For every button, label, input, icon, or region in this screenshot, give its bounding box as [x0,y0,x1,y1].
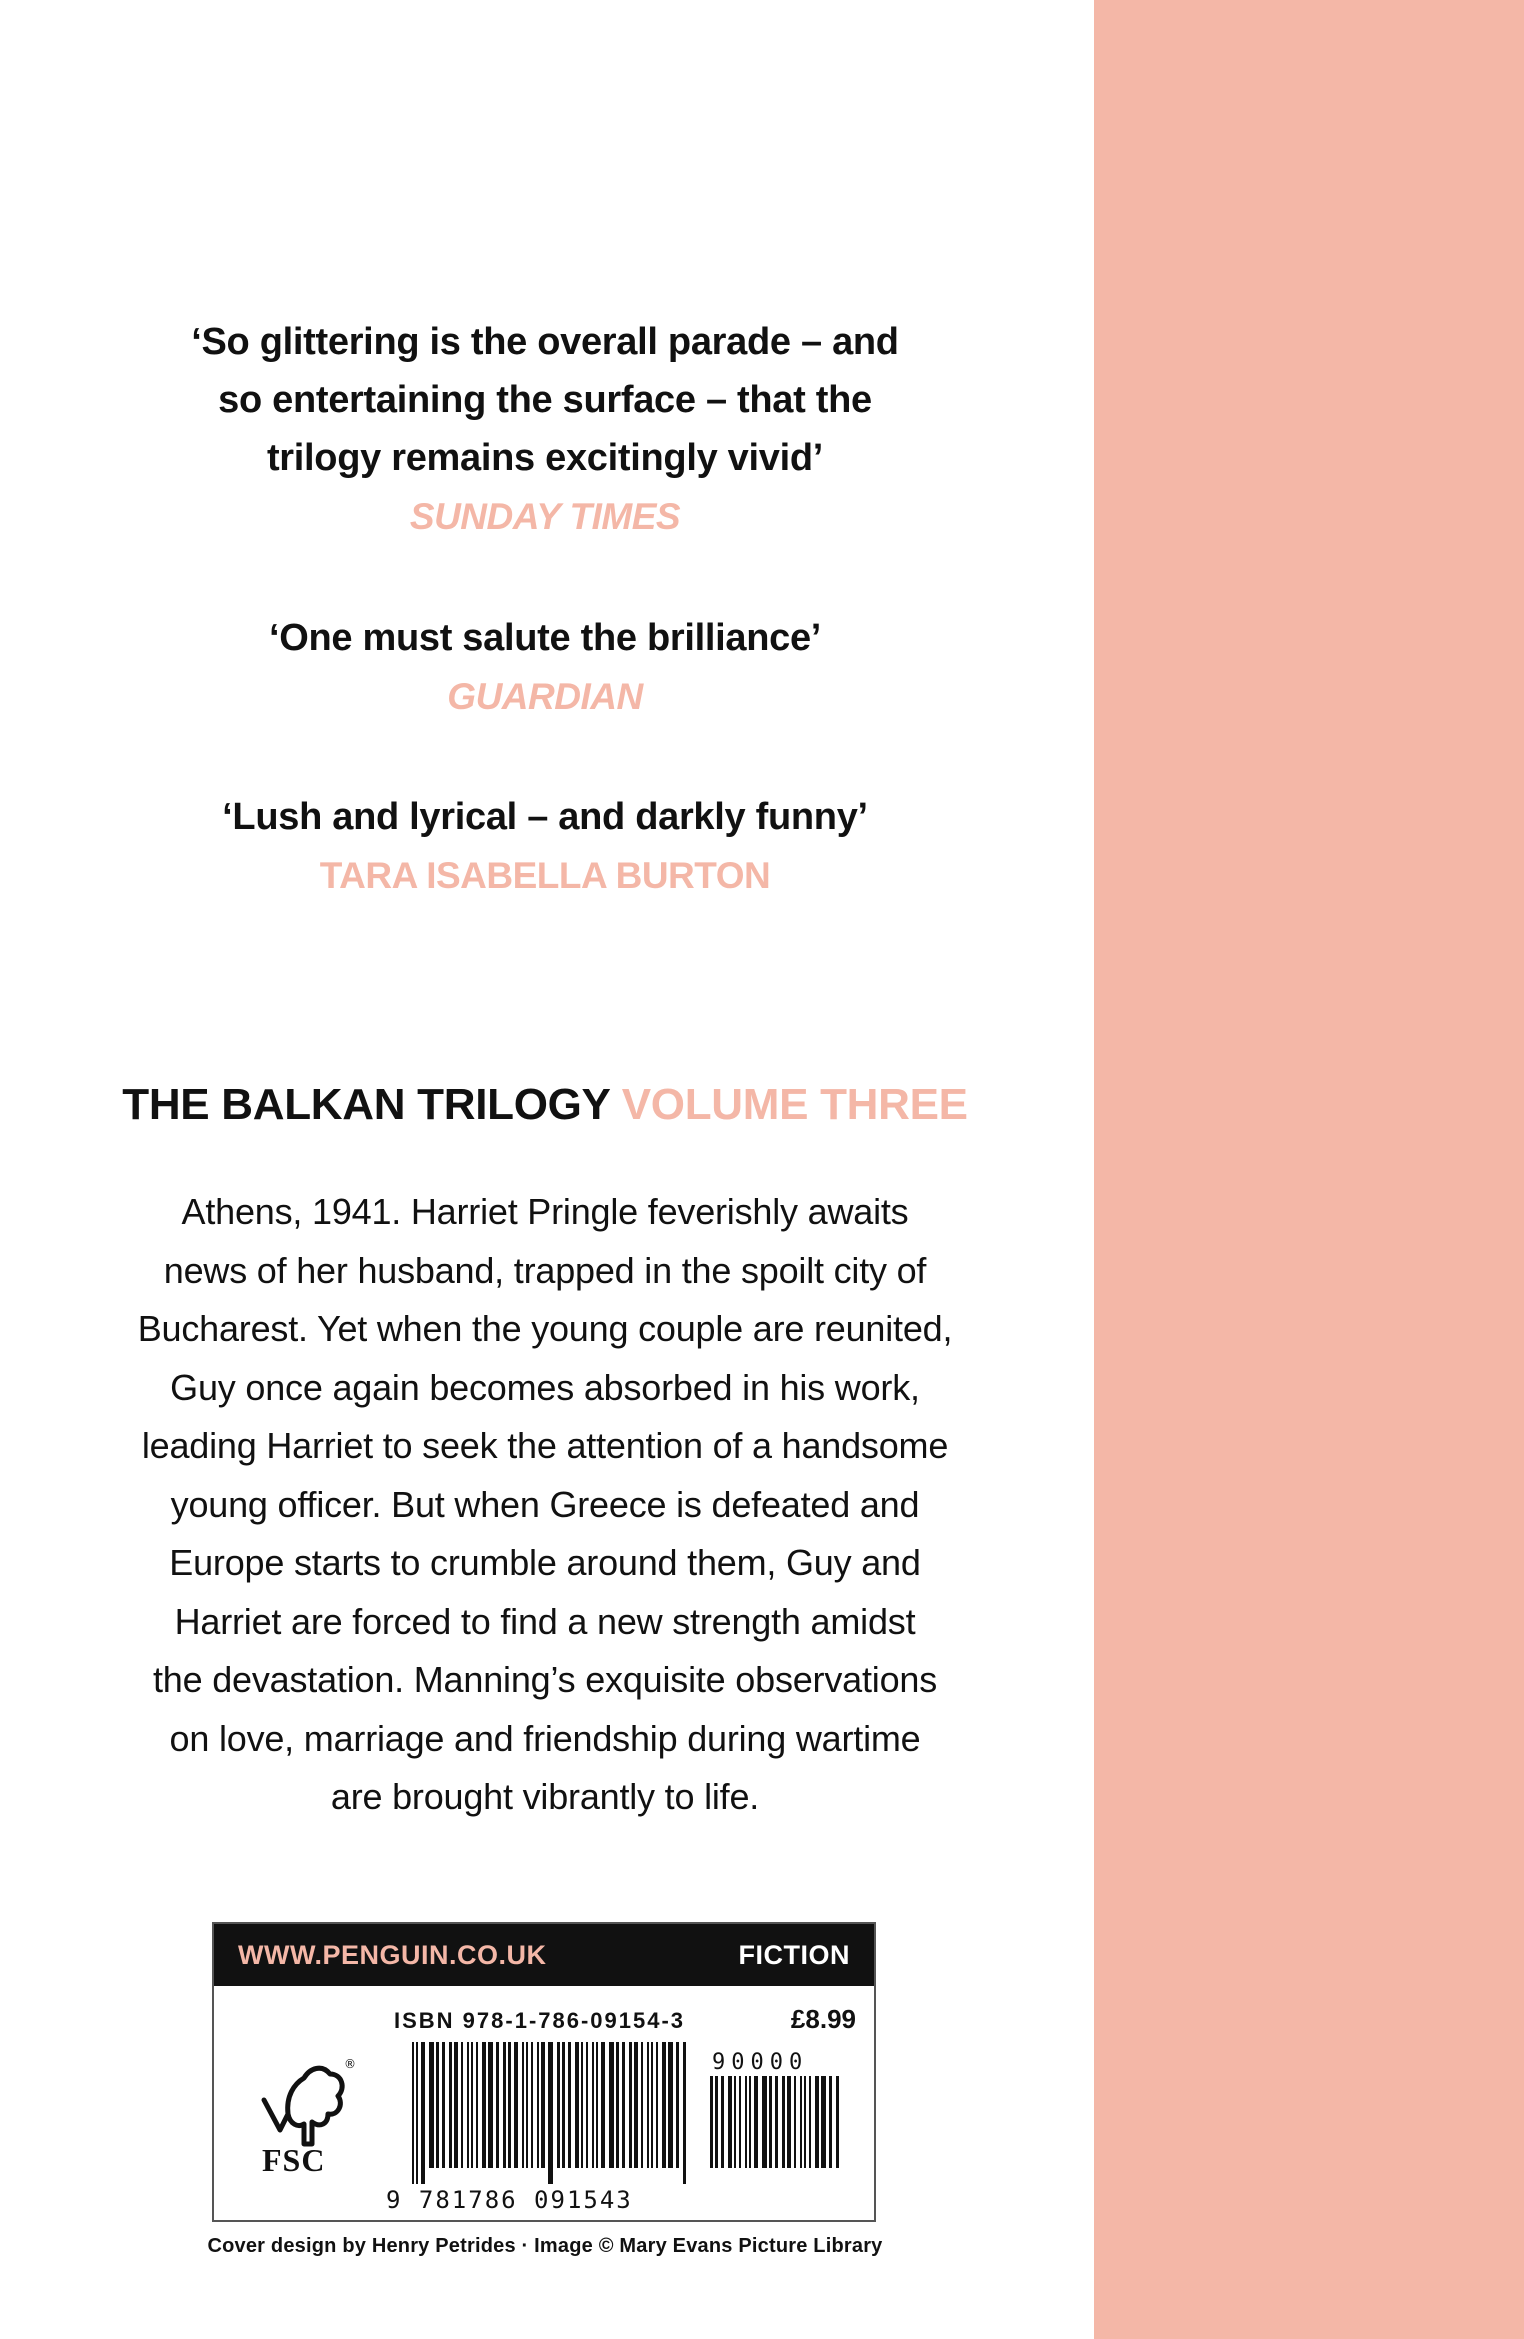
blurb-line: Athens, 1941. Harriet Pringle feverishly awaits [181,1191,909,1232]
quote-line: ‘One must salute the brilliance’ [268,617,822,659]
pink-side-band [1094,0,1524,2339]
barcode-bar [782,2076,785,2168]
barcode-bar [454,2042,458,2168]
barcode-digits: 9 781786 091543 [386,2186,633,2214]
cover-credit: Cover design by Henry Petrides · Image © Mary Evans Picture Library [207,2235,883,2257]
barcode-bar [461,2042,463,2168]
barcode-bar [416,2042,418,2184]
blurb-line: Europe starts to crumble around them, Guy and [169,1542,921,1583]
barcode-bar [575,2042,579,2168]
barcode-bar [548,2042,553,2184]
barcode-bar [503,2042,506,2168]
barcode-panel [212,1922,876,2222]
publisher-url: WWW.PENGUIN.CO.UK [238,1939,547,1970]
barcode-bar [568,2042,571,2168]
barcode-bar [476,2042,478,2168]
barcode-bar [488,2042,493,2168]
quote-source: TARA ISABELLA BURTON [319,855,771,896]
barcode-bar [668,2042,673,2168]
barcode-bar [449,2042,452,2168]
barcode-bar [683,2042,686,2184]
barcode-bar [629,2042,632,2168]
barcode-bar [616,2042,619,2168]
barcode-bar [745,2076,747,2168]
barcode-bar [804,2076,806,2168]
barcode-bar [721,2076,724,2168]
barcode-bar [800,2076,802,2168]
series-volume: VOLUME THREE [621,1080,968,1129]
blurb-line: young officer. But when Greece is defeated and [170,1483,920,1525]
barcode-bar [647,2042,649,2168]
blurb [90,1183,1000,1827]
isbn-barcode [410,2042,690,2184]
barcode-bar [471,2042,473,2168]
barcode-bar [656,2042,658,2168]
barcode-bar [526,2042,528,2168]
blurb-line: news of her husband, trapped in the spoilt city of [163,1249,927,1291]
price-code: 90000 [712,2050,809,2075]
blurb-line: are brought vibrantly to life. [330,1776,760,1817]
barcode-bar [496,2042,499,2168]
barcode-bar [754,2076,758,2168]
barcode-bar [651,2042,653,2168]
barcode-bar [436,2042,439,2168]
barcode-bar [586,2042,588,2168]
barcode-bar [762,2076,767,2168]
quote-block-1 [80,313,1010,547]
barcode-bar [815,2076,819,2168]
barcode-bar [787,2076,791,2168]
barcode-header [214,1924,874,1986]
barcode-bar [592,2042,594,2168]
barcode-bar [715,2076,718,2168]
barcode-bar [775,2076,778,2168]
genre-label: FICTION [738,1939,850,1970]
fsc-label: FSC [262,2142,326,2178]
series-title: THE BALKAN TRILOGY [122,1080,610,1129]
series-heading [80,1070,1010,1140]
blurb-line: Bucharest. Yet when the young couple are reunited, [137,1308,953,1349]
barcode-bar [728,2076,732,2168]
price: £8.99 [790,2004,856,2034]
barcode-bar [562,2042,565,2168]
barcode-bar [609,2042,614,2168]
quote-block-2 [80,609,1010,727]
blurb-line: on love, marriage and friendship during wartime [169,1717,921,1759]
barcode-bar [676,2042,679,2168]
barcode-bar [734,2076,736,2168]
barcode-bar [794,2076,796,2168]
blurb-line: Guy once again becomes absorbed in his work, [170,1366,920,1408]
barcode-bar [541,2042,545,2168]
barcode-bar [429,2042,434,2168]
barcode-bar [522,2042,524,2168]
barcode-bar [421,2042,425,2184]
barcode-bar [710,2076,713,2168]
quote-block-3 [80,788,1010,906]
blurb-line: the devastation. Manning’s exquisite observations [152,1659,938,1700]
barcode-bar [739,2076,741,2168]
quote-line: so entertaining the surface – that the [218,379,872,421]
barcode-bar [514,2042,518,2168]
barcode-bar [531,2042,533,2168]
barcode-bar [622,2042,625,2168]
barcode-bar [641,2042,643,2168]
barcode-bar [769,2076,772,2168]
barcode-bar [596,2042,598,2168]
barcode-bar [557,2042,560,2168]
price-addon-barcode [708,2076,842,2184]
barcode-bar [508,2042,511,2168]
registered-mark: ® [344,2057,356,2071]
barcode-bar [442,2042,445,2168]
barcode-bar [829,2076,832,2168]
barcode-bar [412,2042,414,2184]
barcode-bar [821,2076,826,2168]
isbn-label: ISBN 978-1-786-09154-3 [394,2008,686,2033]
barcode-bar [537,2042,539,2168]
barcode-bar [836,2076,839,2168]
barcode-bar [662,2042,666,2168]
quote-line: ‘So glittering is the overall parade – and [191,321,899,363]
quote-line: trilogy remains excitingly vivid’ [266,437,824,479]
barcode-bar [601,2042,605,2168]
barcode-bar [581,2042,583,2168]
quote-line: ‘Lush and lyrical – and darkly funny’ [222,796,868,838]
barcode-bar [749,2076,751,2168]
quote-source: GUARDIAN [447,676,643,717]
quote-source: SUNDAY TIMES [409,496,681,537]
barcode-bar [634,2042,638,2168]
barcode-bar [467,2042,469,2168]
barcode-bar [809,2076,811,2168]
blurb-line: leading Harriet to seek the attention of a handsome [141,1425,949,1466]
blurb-line: Harriet are forced to find a new strength amidst [174,1600,916,1642]
barcode-bar [482,2042,486,2168]
